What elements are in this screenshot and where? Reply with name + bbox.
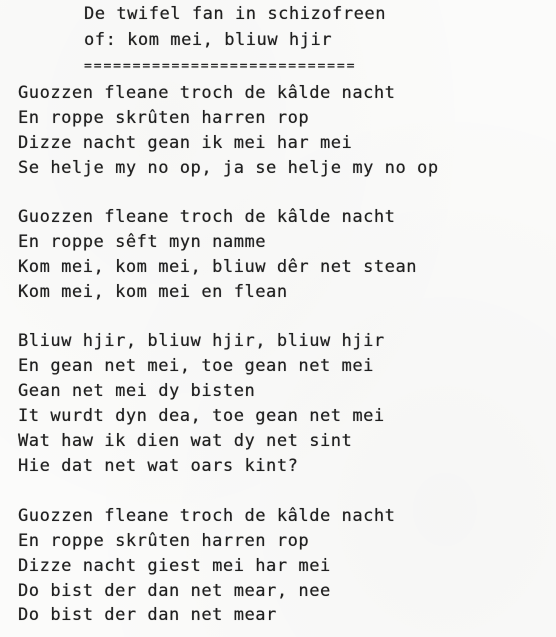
verse-line: Do bist der dan net mear, nee [18,581,331,601]
verse-line: En roppe skrûten harren rop [18,531,310,551]
verse-line: Guozzen fleane troch de kâlde nacht [18,83,396,103]
verse-line: En roppe sêft myn namme [18,232,267,252]
verse-line: Guozzen fleane troch de kâlde nacht [18,506,396,526]
verse-line: Se helje my no op, ja se helje my no op [18,158,439,178]
verse-line: Wat haw ik dien wat dy net sint [18,431,353,451]
verse-line: Dizze nacht giest mei har mei [18,556,331,576]
verse-line: Hie dat net wat oars kint? [18,456,299,476]
verse-line: Do bist der dan net mear [18,605,277,625]
verse-line: It wurdt dyn dea, toe gean net mei [18,406,385,426]
title-underline: ============================ [84,59,357,74]
title-line-1: De twifel fan in schizofreen [84,4,386,24]
title-line-2: of: kom mei, bliuw hjir [84,30,333,50]
verse-line: Kom mei, kom mei, bliuw dêr net stean [18,257,418,277]
verse-line: Dizze nacht gean ik mei har mei [18,133,353,153]
verse-line: En roppe skrûten harren rop [18,108,310,128]
verse-line: Guozzen fleane troch de kâlde nacht [18,207,396,227]
verse-line: Gean net mei dy bisten [18,381,256,401]
verse-line: En gean net mei, toe gean net mei [18,356,374,376]
verse-line: Bliuw hjir, bliuw hjir, bliuw hjir [18,331,385,351]
verse-line: Kom mei, kom mei en flean [18,282,288,302]
